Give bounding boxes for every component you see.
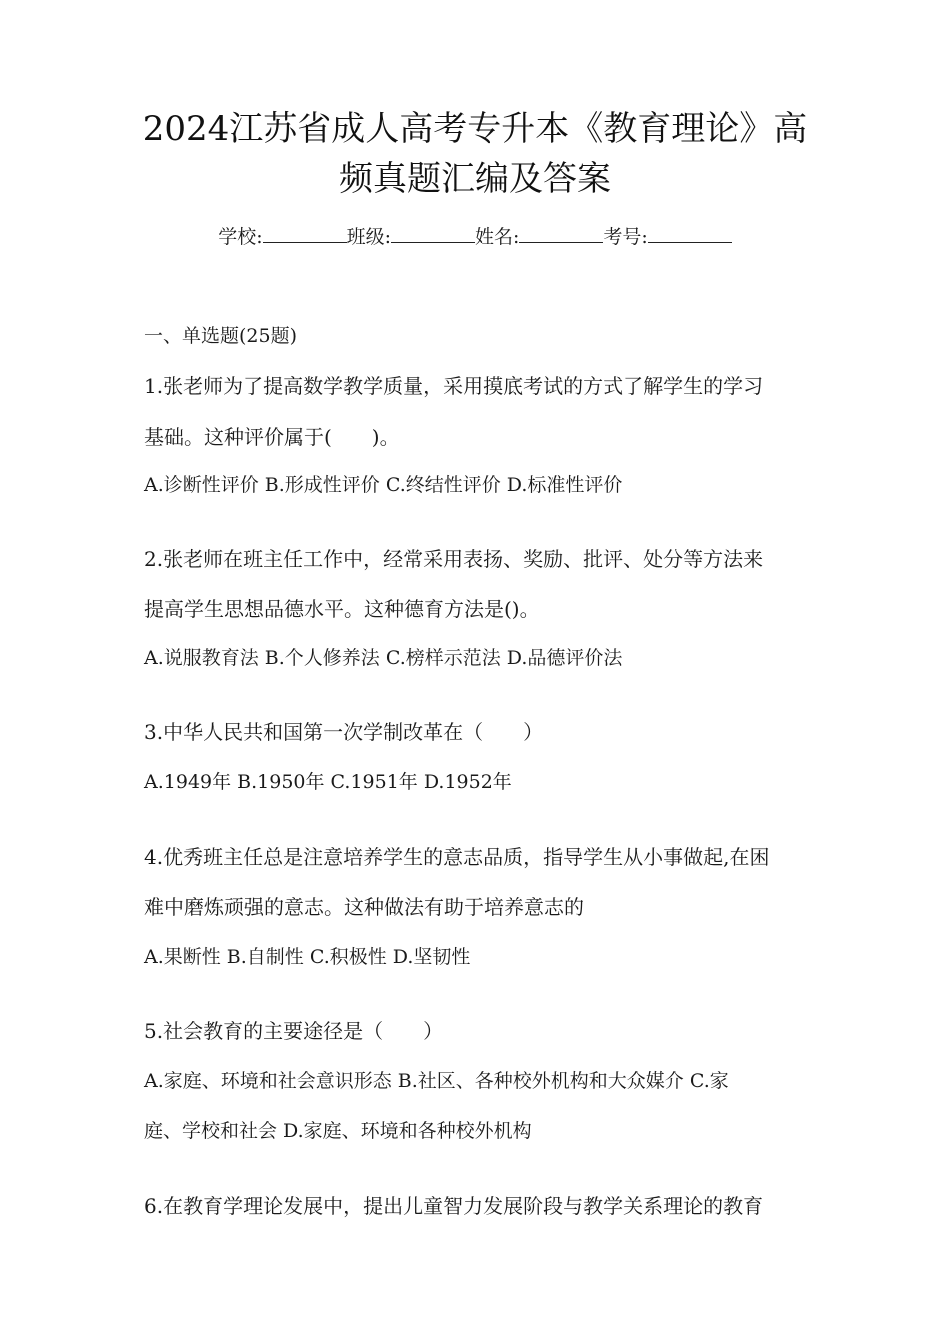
- document-title-line-2: 频真题汇编及答案: [339, 159, 611, 199]
- question-3-stem-line-1: 3.中华人民共和国第一次学制改革在（ ）: [144, 720, 544, 744]
- section-heading: 一、单选题(25题): [144, 325, 298, 347]
- document-title-line-1: 2024江苏省成人高考专升本《教育理论》高: [142, 109, 808, 149]
- question-1-options: A.诊断性评价 B.形成性评价 C.终结性评价 D.标准性评价: [144, 474, 623, 496]
- question-1-stem-line-1: 1.张老师为了提高数学教学质量，采用摸底考试的方式了解学生的学习: [144, 374, 764, 398]
- question-4-options: A.果断性 B.自制性 C.积极性 D.坚韧性: [144, 946, 471, 968]
- question-5-options-line-2: 庭、学校和社会 D.家庭、环境和各种校外机构: [144, 1120, 532, 1142]
- exam-number-blank: [648, 222, 732, 243]
- question-3-options: A.1949年 B.1950年 C.1951年 D.1952年: [144, 771, 512, 793]
- question-1-stem-line-2: 基础。这种评价属于( )。: [144, 425, 400, 449]
- class-label: 班级:: [346, 226, 391, 248]
- question-5-stem-line-1: 5.社会教育的主要途径是（ ）: [144, 1019, 444, 1043]
- student-info-line: [0, 222, 950, 252]
- question-2-stem-line-2: 提高学生思想品德水平。这种德育方法是()。: [144, 597, 540, 621]
- question-4-stem-line-1: 4.优秀班主任总是注意培养学生的意志品质，指导学生从小事做起,在困: [144, 845, 770, 869]
- school-label: 学校:: [218, 226, 263, 248]
- question-2-stem-line-1: 2.张老师在班主任工作中，经常采用表扬、奖励、批评、处分等方法来: [144, 547, 764, 571]
- question-4-stem-line-2: 难中磨炼顽强的意志。这种做法有助于培养意志的: [144, 895, 584, 919]
- school-blank: [263, 222, 347, 243]
- question-5-options-line-1: A.家庭、环境和社会意识形态 B.社区、各种校外机构和大众媒介 C.家: [144, 1070, 729, 1092]
- name-label: 姓名:: [475, 226, 520, 248]
- question-2-options: A.说服教育法 B.个人修养法 C.榜样示范法 D.品德评价法: [144, 647, 623, 669]
- exam-number-label: 考号:: [603, 226, 648, 248]
- question-6-stem-line-1: 6.在教育学理论发展中，提出儿童智力发展阶段与教学关系理论的教育: [144, 1194, 764, 1218]
- class-blank: [391, 222, 475, 243]
- name-blank: [519, 222, 603, 243]
